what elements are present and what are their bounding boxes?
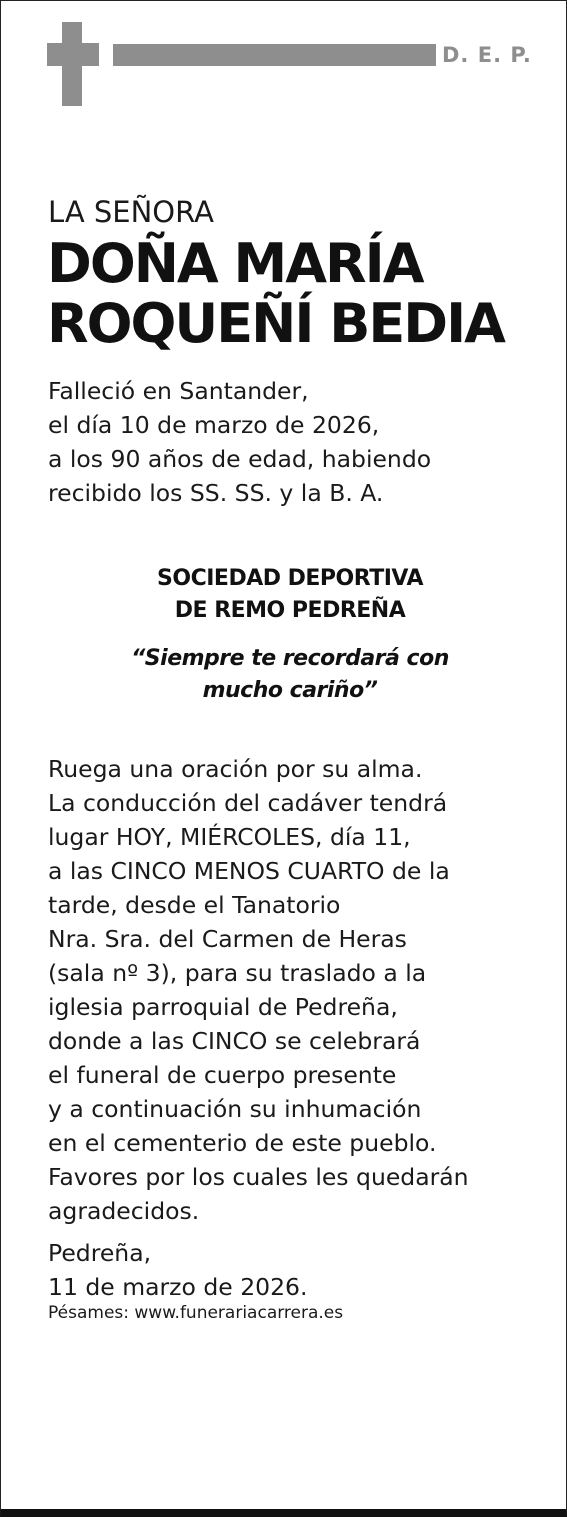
organization-name-line: SOCIEDAD DEPORTIVA <box>157 566 423 591</box>
place-and-date <box>48 1236 307 1304</box>
funeral-line: lugar HOY, MIÉRCOLES, día 11, <box>48 823 411 851</box>
funeral-line: La conducción del cadáver tendrá <box>48 789 448 817</box>
dep-label: D. E. P. <box>442 43 532 67</box>
funeral-line: donde a las CINCO se celebrará <box>48 1027 421 1055</box>
funeral-line: iglesia parroquial de Pedreña, <box>48 993 398 1021</box>
funeral-line: Ruega una oración por su alma. <box>48 755 423 783</box>
deceased-name-line: ROQUEÑÍ BEDIA <box>47 292 504 355</box>
header-rule <box>113 44 436 66</box>
deceased-name-line: DOÑA MARÍA <box>47 232 423 295</box>
death-notice-line: Falleció en Santander, <box>48 377 309 405</box>
funeral-line: el funeral de cuerpo presente <box>48 1061 397 1089</box>
honorific: LA SEÑORA <box>48 195 214 229</box>
death-notice-line: a los 90 años de edad, habiendo <box>48 445 432 473</box>
funeral-line: en el cementerio de este pueblo. <box>48 1129 437 1157</box>
organization-name <box>60 563 520 627</box>
quote-line: “Siempre te recordará con <box>131 646 449 671</box>
funeral-line: Favores por los cuales les quedarán <box>48 1163 469 1191</box>
death-notice <box>48 374 431 510</box>
funeral-line: y a continuación su inhumación <box>48 1095 422 1123</box>
death-notice-line: recibido los SS. SS. y la B. A. <box>48 479 384 507</box>
funeral-line: a las CINCO MENOS CUARTO de la <box>48 857 450 885</box>
organization-name-line: DE REMO PEDREÑA <box>174 598 406 623</box>
place-line: Pedreña, <box>48 1239 152 1267</box>
organization-quote <box>60 643 520 707</box>
funeral-line: (sala nº 3), para su traslado a la <box>48 959 427 987</box>
deceased-name <box>47 234 504 354</box>
date-line: 11 de marzo de 2026. <box>48 1273 308 1301</box>
condolences-link[interactable]: Pésames: www.funerariacarrera.es <box>48 1303 344 1323</box>
death-notice-line: el día 10 de marzo de 2026, <box>48 411 380 439</box>
cross-icon-arm <box>47 43 99 66</box>
funeral-details <box>48 752 469 1228</box>
quote-line: mucho cariño” <box>202 678 378 703</box>
funeral-line: Nra. Sra. del Carmen de Heras <box>48 925 407 953</box>
funeral-line: agradecidos. <box>48 1197 200 1225</box>
funeral-line: tarde, desde el Tanatorio <box>48 891 341 919</box>
